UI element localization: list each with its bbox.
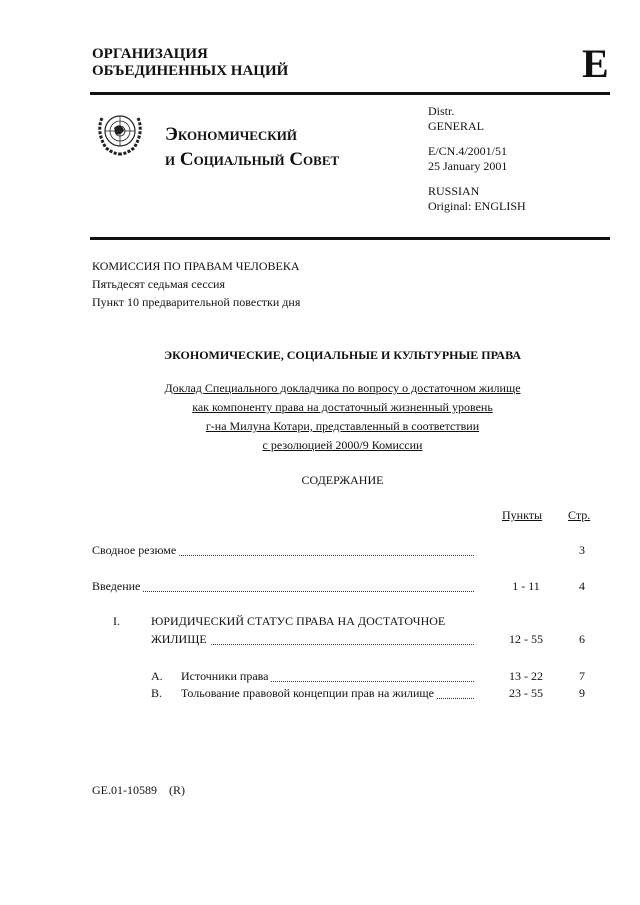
- language-letter: E: [582, 41, 609, 86]
- contents-heading: СОДЕРЖАНИЕ: [301, 473, 384, 487]
- council-line2: и Социальный Совет: [165, 149, 340, 170]
- report-line: Доклад Специального докладчика по вопросу о достаточном жилище: [164, 381, 521, 395]
- commission-name: КОМИССИЯ ПО ПРАВАМ ЧЕЛОВЕКА: [92, 259, 300, 273]
- toc-page: 6: [579, 632, 585, 646]
- header-bottom-rule: [90, 237, 610, 240]
- distr-label: Distr.: [428, 104, 455, 118]
- doc-language: RUSSIAN: [428, 184, 480, 198]
- toc-label: ЮРИДИЧЕСКИЙ СТАТУС ПРАВА НА ДОСТАТОЧНОЕ: [151, 614, 446, 628]
- report-line: г-на Милуна Котари, представленный в соответствии: [205, 419, 480, 433]
- doc-date: 25 January 2001: [428, 159, 508, 173]
- session: Пятьдесят седьмая сессия: [92, 277, 225, 291]
- council-line1: Экономический: [165, 124, 297, 145]
- distr-value: GENERAL: [428, 119, 484, 133]
- toc-paragraphs: 13 - 22: [509, 669, 543, 683]
- toc-paragraphs: 1 - 11: [512, 579, 540, 593]
- council-name: [165, 122, 339, 172]
- toc-label: Сводное резюме: [92, 543, 179, 558]
- toc-paragraphs: 12 - 55: [509, 632, 543, 646]
- toc-label: ЖИЛИЩЕ: [151, 632, 210, 647]
- agenda-item: Пункт 10 предварительной повестки дня: [92, 295, 301, 309]
- toc-page: 4: [579, 579, 585, 593]
- toc-number: A.: [151, 669, 163, 683]
- top-rule: [90, 92, 610, 95]
- col-page: Стр.: [568, 508, 591, 522]
- org-line2: ОБЪЕДИНЕННЫХ НАЦИЙ: [92, 63, 289, 79]
- toc-number: B.: [151, 686, 163, 700]
- distribution: [428, 104, 484, 134]
- un-emblem-icon: [94, 106, 146, 158]
- toc-paragraphs: 23 - 55: [509, 686, 543, 700]
- document-title: ЭКОНОМИЧЕСКИЕ, СОЦИАЛЬНЫЕ И КУЛЬТУРНЫЕ ПРАВА: [163, 348, 521, 362]
- org-line1: ОРГАНИЗАЦИЯ: [92, 46, 208, 62]
- col-paragraphs: Пункты: [502, 508, 543, 522]
- toc-page: 7: [579, 669, 585, 683]
- language-block: [428, 184, 526, 214]
- toc-page: 9: [579, 686, 585, 700]
- toc-page: 3: [579, 543, 585, 557]
- toc-label: Источники права: [181, 669, 271, 684]
- toc-label: Введение: [92, 579, 143, 594]
- toc-label: Тольование правовой концепции прав на жилище: [181, 686, 437, 701]
- doc-symbol-block: [428, 144, 507, 174]
- report-line: с резолюцией 2000/9 Комиссии: [262, 438, 423, 452]
- toc-number: I.: [113, 614, 120, 628]
- job-number: GE.01-10589 (R): [92, 783, 185, 797]
- original-language: Original: ENGLISH: [428, 199, 526, 213]
- org-name: [92, 46, 288, 80]
- doc-symbol: E/CN.4/2001/51: [428, 144, 508, 158]
- report-line: как компоненту права на достаточный жизненный уровень: [192, 400, 493, 414]
